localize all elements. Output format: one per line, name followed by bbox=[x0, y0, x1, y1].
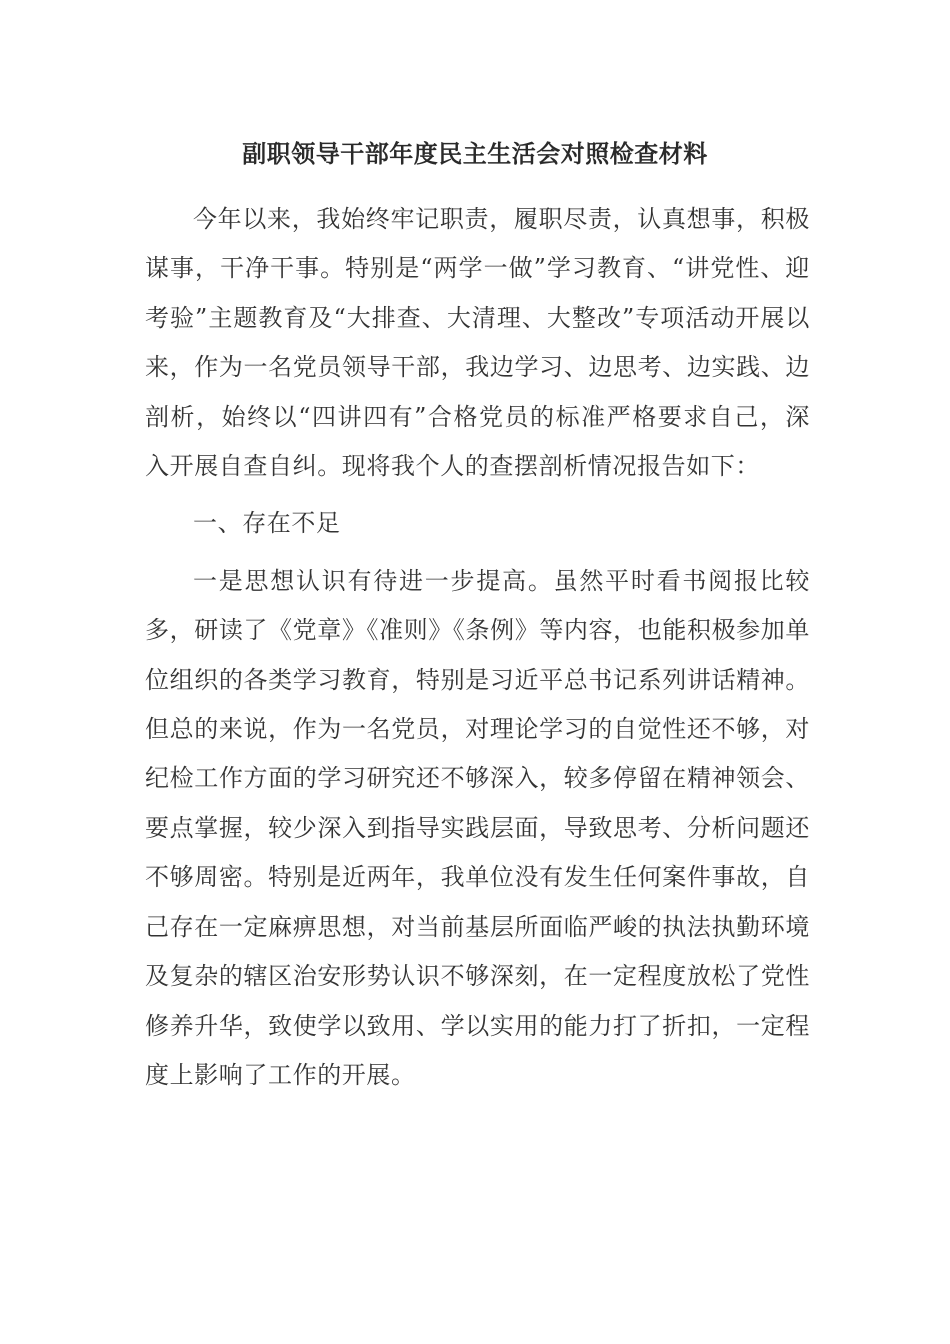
section-heading: 一、存在不足 bbox=[193, 509, 341, 538]
document-body bbox=[145, 195, 810, 1100]
section-paragraph: 一是思想认识有待进一步提高。虽然平时看书阅报比较多，研读了《党章》《准则》《条例》等内容，也能积极参加单位组织的各类学习教育，特别是习近平总书记系列讲话精神。但总的来说，作为一名党员，对理论学习的自觉性还不够，对纪检工作方面的学习研究还不够深入，较多停留在精神领会、要点掌握，较少深入到指导实践层面，导致思考、分析问题还不够周密。特别是近两年，我单位没有发生任何案件事故，自己存在一定麻痹思想，对当前基层所面临严峻的执法执勤环境及复杂的辖区治安形势认识不够深刻，在一定程度放松了党性修养升华，致使学以致用、学以实用的能力打了折扣，一定程度上影响了工作的开展。 bbox=[145, 566, 810, 1089]
intro-paragraph: 今年以来，我始终牢记职责，履职尽责，认真想事，积极谋事，干净干事。特别是“两学一做”学习教育、“讲党性、迎考验”主题教育及“大排查、大清理、大整改”专项活动开展以来，作为一名党员领导干部，我边学习、边思考、边实践、边剖析，始终以“四讲四有”合格党员的标准严格要求自己，深入开展自查自纠。现将我个人的查摆剖析情况报告如下： bbox=[145, 205, 810, 481]
document-title: 副职领导干部年度民主生活会对照检查材料 bbox=[242, 140, 708, 168]
